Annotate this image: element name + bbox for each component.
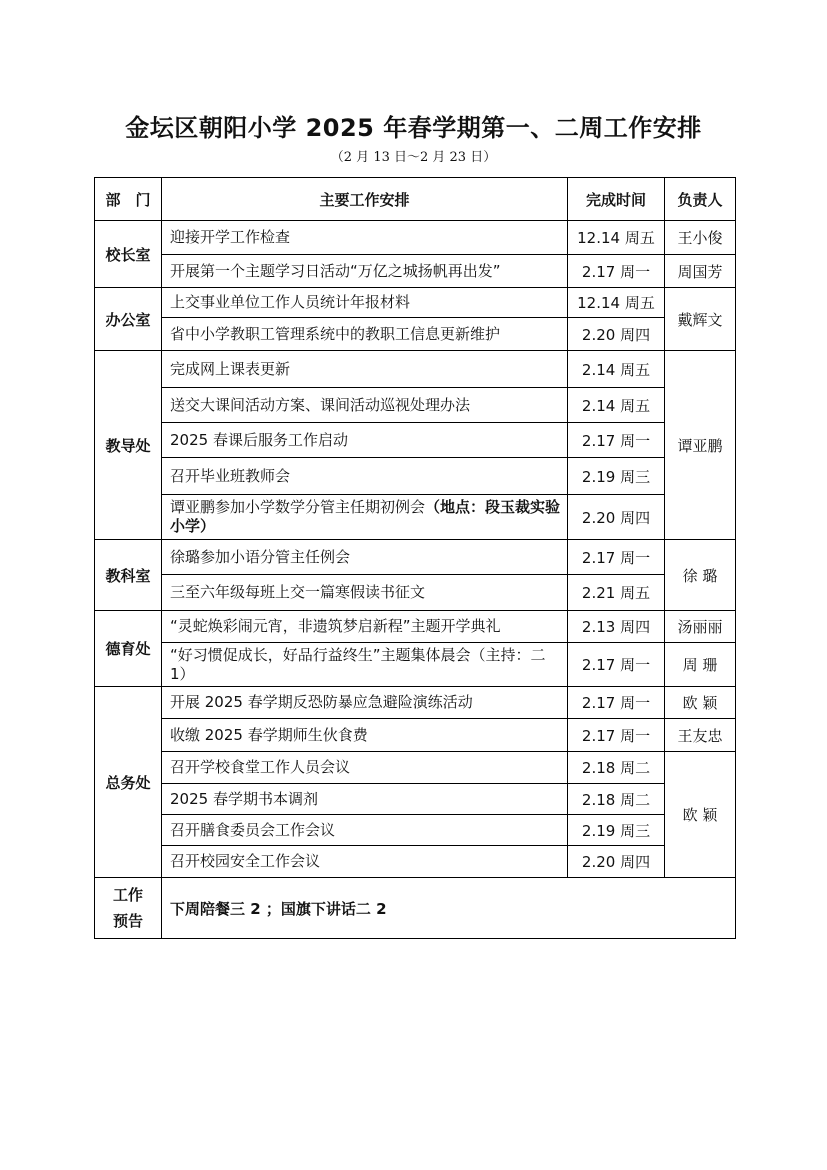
- date-cell: 12.14 周五: [568, 221, 665, 255]
- task-cell: 完成网上课表更新: [162, 351, 568, 388]
- table-row: [95, 846, 736, 878]
- person-cell: 谭亚鹏: [665, 351, 736, 540]
- table-row: [95, 288, 736, 318]
- dept-academic: 教导处: [95, 351, 162, 540]
- task-cell: 省中小学教职工管理系统中的教职工信息更新维护: [162, 318, 568, 351]
- header-row: [95, 178, 736, 221]
- date-cell: 2.19 周三: [568, 815, 665, 846]
- person-cell: 周国芳: [665, 255, 736, 288]
- dept-general: 总务处: [95, 687, 162, 878]
- task-text: 谭亚鹏参加小学数学分管主任期初例会: [170, 498, 426, 516]
- table-row: [95, 423, 736, 458]
- header-person: 负责人: [665, 178, 736, 221]
- page-title: 金坛区朝阳小学 2025 年春学期第一、二周工作安排: [125, 114, 702, 142]
- task-location-note: （地点：段玉裁实验小学）: [170, 498, 561, 535]
- preview-row: [95, 878, 736, 939]
- task-cell: “好习惯促成长，好品行益终生”主题集体晨会（主持：二 1）: [162, 643, 568, 687]
- table-row: [95, 351, 736, 388]
- person-cell: 欧 颖: [665, 687, 736, 719]
- date-cell: 2.17 周一: [568, 643, 665, 687]
- task-cell: 开展 2025 春学期反恐防暴应急避险演练活动: [162, 687, 568, 719]
- task-cell: 召开膳食委员会工作会议: [162, 815, 568, 846]
- task-cell: 召开学校食堂工作人员会议: [162, 752, 568, 784]
- task-cell: “灵蛇焕彩闹元宵，非遗筑梦启新程”主题开学典礼: [162, 611, 568, 643]
- date-cell: 2.17 周一: [568, 423, 665, 458]
- header-dept: 部 门: [95, 178, 162, 221]
- person-cell: 王小俊: [665, 221, 736, 255]
- task-cell: 收缴 2025 春学期师生伙食费: [162, 719, 568, 752]
- table-row: [95, 611, 736, 643]
- preview-label-line1: 工作: [112, 886, 143, 904]
- table-row: [95, 719, 736, 752]
- header-task: 主要工作安排: [162, 178, 568, 221]
- dept-office: 办公室: [95, 288, 162, 351]
- table-row: [95, 388, 736, 423]
- date-cell: 2.17 周一: [568, 255, 665, 288]
- table-row: [95, 495, 736, 540]
- task-cell: 开展第一个主题学习日活动“万亿之城扬帆再出发”: [162, 255, 568, 288]
- task-cell: 上交事业单位工作人员统计年报材料: [162, 288, 568, 318]
- table-row: [95, 815, 736, 846]
- dept-research: 教科室: [95, 540, 162, 611]
- table-row: [95, 318, 736, 351]
- date-cell: 2.18 周二: [568, 784, 665, 815]
- schedule-table: [94, 177, 736, 939]
- task-cell: 召开毕业班教师会: [162, 458, 568, 495]
- date-cell: 2.18 周二: [568, 752, 665, 784]
- person-cell: 王友忠: [665, 719, 736, 752]
- date-cell: 2.20 周四: [568, 495, 665, 540]
- table-row: [95, 643, 736, 687]
- header-date: 完成时间: [568, 178, 665, 221]
- date-cell: 2.21 周五: [568, 575, 665, 611]
- task-cell: [162, 495, 568, 540]
- task-cell: 2025 春课后服务工作启动: [162, 423, 568, 458]
- date-cell: 2.17 周一: [568, 719, 665, 752]
- preview-label: [95, 878, 162, 939]
- table-row: [95, 255, 736, 288]
- date-cell: 2.20 周四: [568, 318, 665, 351]
- date-cell: 2.17 周一: [568, 687, 665, 719]
- person-cell: 周 珊: [665, 643, 736, 687]
- table-row: [95, 221, 736, 255]
- table-row: [95, 458, 736, 495]
- dept-principal: 校长室: [95, 221, 162, 288]
- person-cell: 欧 颖: [665, 752, 736, 878]
- person-cell: 汤丽丽: [665, 611, 736, 643]
- preview-label-line2: 预告: [112, 912, 143, 930]
- task-cell: 送交大课间活动方案、课间活动巡视处理办法: [162, 388, 568, 423]
- date-range-subtitle: （2 月 13 日～2 月 23 日）: [330, 150, 497, 165]
- task-cell: 迎接开学工作检查: [162, 221, 568, 255]
- table-row: [95, 540, 736, 575]
- date-cell: 12.14 周五: [568, 288, 665, 318]
- task-cell: 徐璐参加小语分管主任例会: [162, 540, 568, 575]
- date-cell: 2.14 周五: [568, 388, 665, 423]
- preview-text: 下周陪餐三 2 ；国旗下讲话二 2: [162, 878, 736, 939]
- table-row: [95, 575, 736, 611]
- table-row: [95, 687, 736, 719]
- date-cell: 2.14 周五: [568, 351, 665, 388]
- person-cell: 戴辉文: [665, 288, 736, 351]
- date-cell: 2.20 周四: [568, 846, 665, 878]
- date-cell: 2.13 周四: [568, 611, 665, 643]
- person-cell: 徐 璐: [665, 540, 736, 611]
- table-row: [95, 752, 736, 784]
- table-row: [95, 784, 736, 815]
- date-cell: 2.17 周一: [568, 540, 665, 575]
- dept-moral: 德育处: [95, 611, 162, 687]
- task-cell: 三至六年级每班上交一篇寒假读书征文: [162, 575, 568, 611]
- task-cell: 召开校园安全工作会议: [162, 846, 568, 878]
- task-cell: 2025 春学期书本调剂: [162, 784, 568, 815]
- date-cell: 2.19 周三: [568, 458, 665, 495]
